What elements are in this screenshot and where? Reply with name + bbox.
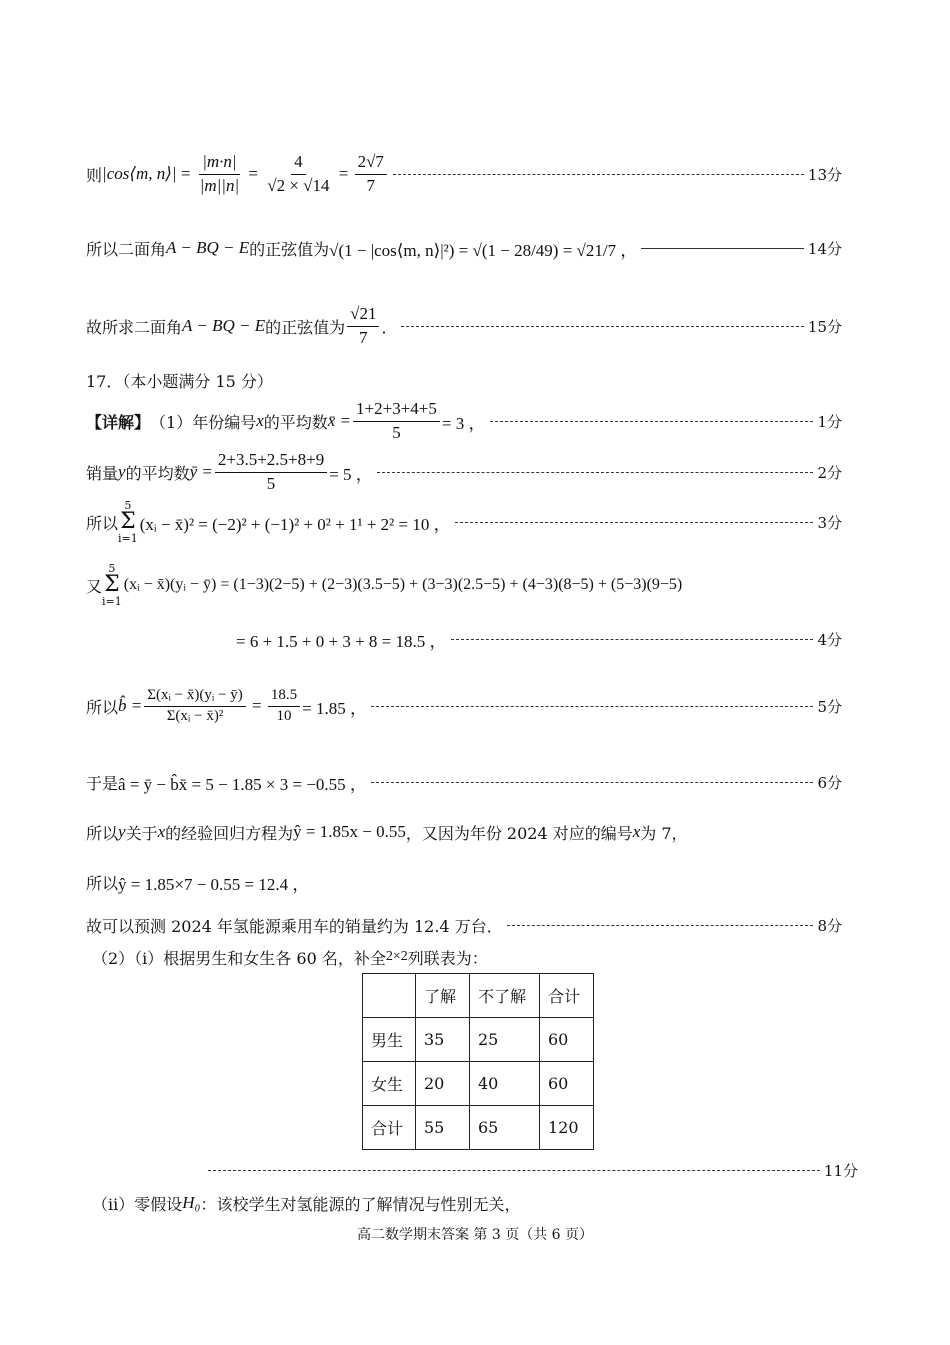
score-leader — [451, 639, 814, 640]
text: 为 7， — [640, 823, 688, 843]
question-17-title — [86, 368, 842, 392]
angle-label: A − BQ − E — [182, 316, 266, 335]
score-leader — [455, 522, 814, 523]
table-cell: 25 — [470, 1018, 540, 1062]
page-footer: 高二数学期末答案 第 3 页（共 6 页） — [356, 1227, 594, 1243]
step-9 — [86, 912, 842, 938]
score-label: 5分 — [817, 697, 842, 716]
step-6 — [86, 768, 842, 796]
table-cell: 65 — [470, 1106, 540, 1150]
text: 列联表为： — [407, 948, 488, 968]
text: 的平均数 — [125, 463, 190, 483]
text: 所以 — [86, 513, 119, 533]
score-leader — [401, 326, 803, 327]
text: ，又因为年份 2024 对应的编号 — [405, 823, 633, 843]
table-header-row — [363, 974, 594, 1018]
text: ：该校学生对氢能源的了解情况与性别无关， — [200, 1194, 521, 1214]
sum-symbol: 5 Σ i=1 — [102, 562, 122, 608]
fraction: $\frac{√21}{7}$ — [347, 303, 379, 348]
step-7 — [86, 818, 842, 846]
table-cell: 40 — [470, 1062, 540, 1106]
var: x — [157, 822, 166, 841]
score-leader — [641, 248, 804, 249]
score-leader — [371, 782, 814, 783]
score-label: 15分 — [807, 317, 842, 336]
step-8 — [86, 868, 842, 896]
step-11 — [204, 1158, 858, 1182]
text: （1）年份编号 — [150, 412, 257, 432]
line-13: 则 |cos⟨m, n⟩| = $\frac{|m\cdot n|}{|m||n|}$ = $\frac{4}{√2 \times √14}$ = $\frac{2√7}{7}$ 13分 — [86, 146, 842, 202]
text: 所以二面角 — [86, 239, 167, 259]
contingency-table — [362, 973, 594, 1150]
step-5: 所以 b̂ = $\frac{\text{Σ(xᵢ − x̄)(yᵢ − ȳ)}}{\text{Σ(xᵢ − x̄)²}}$ = $\frac{18.5}{10}$ = 1.85 ， 5分 — [86, 664, 842, 748]
step-4 — [86, 560, 840, 610]
math-expr: â = ȳ − b̂x̄ = 5 − 1.85 × 3 = −0.55 ， — [118, 774, 367, 794]
math-expr: |cos⟨m, n⟩| — [102, 164, 177, 183]
score-label: 8分 — [817, 916, 842, 935]
text: 所以 — [86, 823, 119, 843]
math-expr: = 1.85 ， — [302, 698, 367, 718]
math-expr: ŷ = 1.85x − 0.55 — [293, 822, 406, 841]
table-cell: 合计 — [363, 1106, 416, 1150]
line-15 — [86, 302, 842, 350]
table-cell: 55 — [416, 1106, 470, 1150]
text: 的正弦值为 — [249, 239, 330, 259]
var: H₀ — [182, 1193, 201, 1212]
text: （2）（i）根据男生和女生各 60 名，补全 — [92, 948, 386, 968]
math-expr: 2×2 — [385, 949, 408, 964]
text: ． — [381, 317, 398, 337]
step-3 — [86, 500, 842, 544]
score-label: 6分 — [817, 773, 842, 792]
question-heading: 17．（本小题满分 15 分） — [86, 371, 273, 391]
math-expr: b̂ = — [118, 696, 143, 715]
detail-tag: 【详解】 — [86, 412, 151, 432]
table-row — [363, 1018, 594, 1062]
text: （ii）零假设 — [92, 1194, 183, 1214]
score-label: 13分 — [807, 165, 842, 184]
var: x — [256, 411, 264, 430]
table-cell: 男生 — [363, 1018, 416, 1062]
angle-label: A − BQ − E — [166, 238, 250, 257]
step-4-continued — [236, 626, 842, 652]
text: 关于 — [125, 823, 158, 843]
text: 的平均数 — [263, 412, 328, 432]
fraction: $\frac{2+3.5+2.5+8+9}{5}$ — [215, 449, 327, 494]
score-label: 11分 — [823, 1161, 858, 1180]
fraction: $\frac{|m\cdot n|}{|m||n|}$ — [199, 152, 240, 195]
var: y — [118, 822, 126, 841]
text: 则 — [86, 165, 103, 185]
step-10 — [92, 944, 842, 970]
fraction: $\frac{\text{Σ(xᵢ − x̄)(yᵢ − ȳ)}}{\text{Σ(xᵢ − x̄)²}}$ — [144, 686, 246, 726]
score-label: 2分 — [817, 463, 842, 482]
sum-symbol: 5 Σ i=1 — [118, 499, 138, 545]
fraction: $\frac{1+2+3+4+5}{5}$ — [353, 398, 440, 443]
text: 的正弦值为 — [265, 317, 346, 337]
table-cell: 20 — [416, 1062, 470, 1106]
line-14 — [86, 226, 842, 270]
fraction: $\frac{18.5}{10}$ — [268, 686, 300, 726]
math-expr: ŷ = 1.85×7 − 0.55 = 12.4 ， — [118, 874, 310, 894]
math-expr: (xᵢ − x̄)² = (−2)² + (−1)² + 0² + 1¹ + 2² = 10 ， — [139, 514, 451, 534]
text: 所以 — [86, 697, 119, 717]
math-expr: √(1 − |cos⟨m, n⟩|²) = √(1 − 28/49) = √21/7 ， — [329, 240, 638, 260]
score-leader — [208, 1170, 820, 1171]
step-1 — [86, 398, 842, 444]
score-leader — [393, 174, 804, 175]
text: 故所求二面角 — [86, 317, 183, 337]
score-leader — [490, 421, 814, 422]
score-label: 14分 — [807, 239, 842, 258]
table-cell: 了解 — [416, 974, 470, 1018]
math-expr: x̄ = — [327, 411, 352, 430]
score-label: 4分 — [817, 630, 842, 649]
table-cell: 不了解 — [470, 974, 540, 1018]
fraction: $\frac{2√7}{7}$ — [355, 151, 387, 196]
table-cell: 60 — [540, 1062, 594, 1106]
text: 又 — [86, 576, 103, 596]
table-row — [363, 1062, 594, 1106]
score-leader — [377, 472, 814, 473]
table-cell: 合计 — [540, 974, 594, 1018]
var: y — [118, 462, 126, 481]
math-expr: = 6 + 1.5 + 0 + 3 + 8 = 18.5 ， — [236, 631, 447, 651]
var: x — [632, 822, 641, 841]
table-cell: 60 — [540, 1018, 594, 1062]
table-cell: 35 — [416, 1018, 470, 1062]
score-label: 1分 — [817, 412, 842, 431]
math-expr: (xᵢ − x̄)(yᵢ − ȳ) = (1−3)(2−5) + (2−3)(3.5−5) + (3−3)(2.5−5) + (4−3)(8−5) + (5−3)(9−5) — [123, 576, 683, 593]
text: 所以 — [86, 873, 119, 893]
fraction: $\frac{4}{√2 \times √14}$ — [267, 152, 330, 195]
math-expr: = 3 ， — [441, 413, 486, 433]
math-expr: ȳ = — [189, 462, 213, 481]
step-2 — [86, 449, 842, 495]
score-leader — [371, 706, 813, 707]
score-label: 3分 — [817, 513, 842, 532]
table-row — [363, 1106, 594, 1150]
table-cell: 女生 — [363, 1062, 416, 1106]
score-leader — [507, 925, 814, 926]
text: 故可以预测 2024 年氢能源乘用车的销量约为 12.4 万台． — [86, 916, 503, 936]
text: 的经验回归方程为 — [165, 823, 294, 843]
table-cell — [363, 974, 416, 1018]
step-12 — [92, 1190, 842, 1216]
math-expr: = 5 ， — [329, 464, 373, 484]
text: 于是 — [86, 773, 119, 793]
text: 销量 — [86, 463, 119, 483]
table-cell: 120 — [540, 1106, 594, 1150]
